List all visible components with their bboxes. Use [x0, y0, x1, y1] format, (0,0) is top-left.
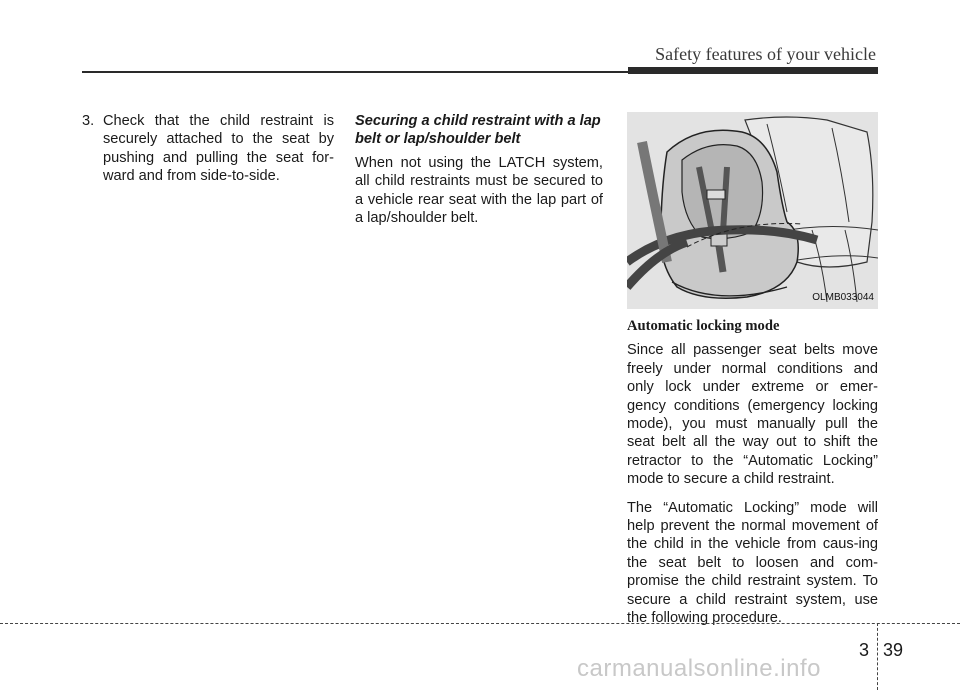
footer-rule: [0, 623, 960, 624]
figure-caption: OLMB033044: [812, 291, 874, 303]
page-number: 39: [883, 640, 904, 660]
section-title: Automatic locking mode: [627, 318, 780, 334]
middle-column: [355, 112, 603, 238]
subheading: Securing a child restraint with a lap belt or lap/shoulder belt: [355, 113, 601, 147]
footer-divider: [877, 623, 878, 690]
header-title: Safety features of your vehicle: [655, 44, 876, 64]
paragraph-locking-2: The “Automatic Locking” mode will help prevent the normal movement of the child in the vehicle from caus-ing the seat belt to loosen and com-promise the child restraint system. To secure a child restraint system, use the following procedure.: [627, 499, 878, 627]
header-rule-accent: [628, 67, 878, 74]
paragraph-locking-1: Since all passenger seat belts move freely under normal conditions and only lock under extreme or emer-gency conditions (emergency locking mode), you must manually pull the seat belt all the way out to shift the retractor to the “Automatic Locking” mode to secure a child restraint.: [627, 342, 878, 488]
chapter-number: 3: [859, 640, 870, 660]
child-seat-figure: [627, 112, 878, 309]
paragraph-latch: When not using the LATCH system, all child restraints must be secured to a vehicle rear seat with the lap part of a lap/shoulder belt.: [355, 155, 603, 227]
watermark: carmanualsonline.info: [577, 655, 821, 682]
step-text: Check that the child restraint is securely attached to the seat by pushing and pulling the seat for-ward and from side-to-side.: [103, 113, 334, 185]
left-column: [82, 112, 334, 186]
right-column: [627, 112, 878, 638]
child-seat-illustration: [627, 112, 878, 309]
step-number: 3.: [82, 113, 95, 129]
step-3: [82, 112, 334, 186]
